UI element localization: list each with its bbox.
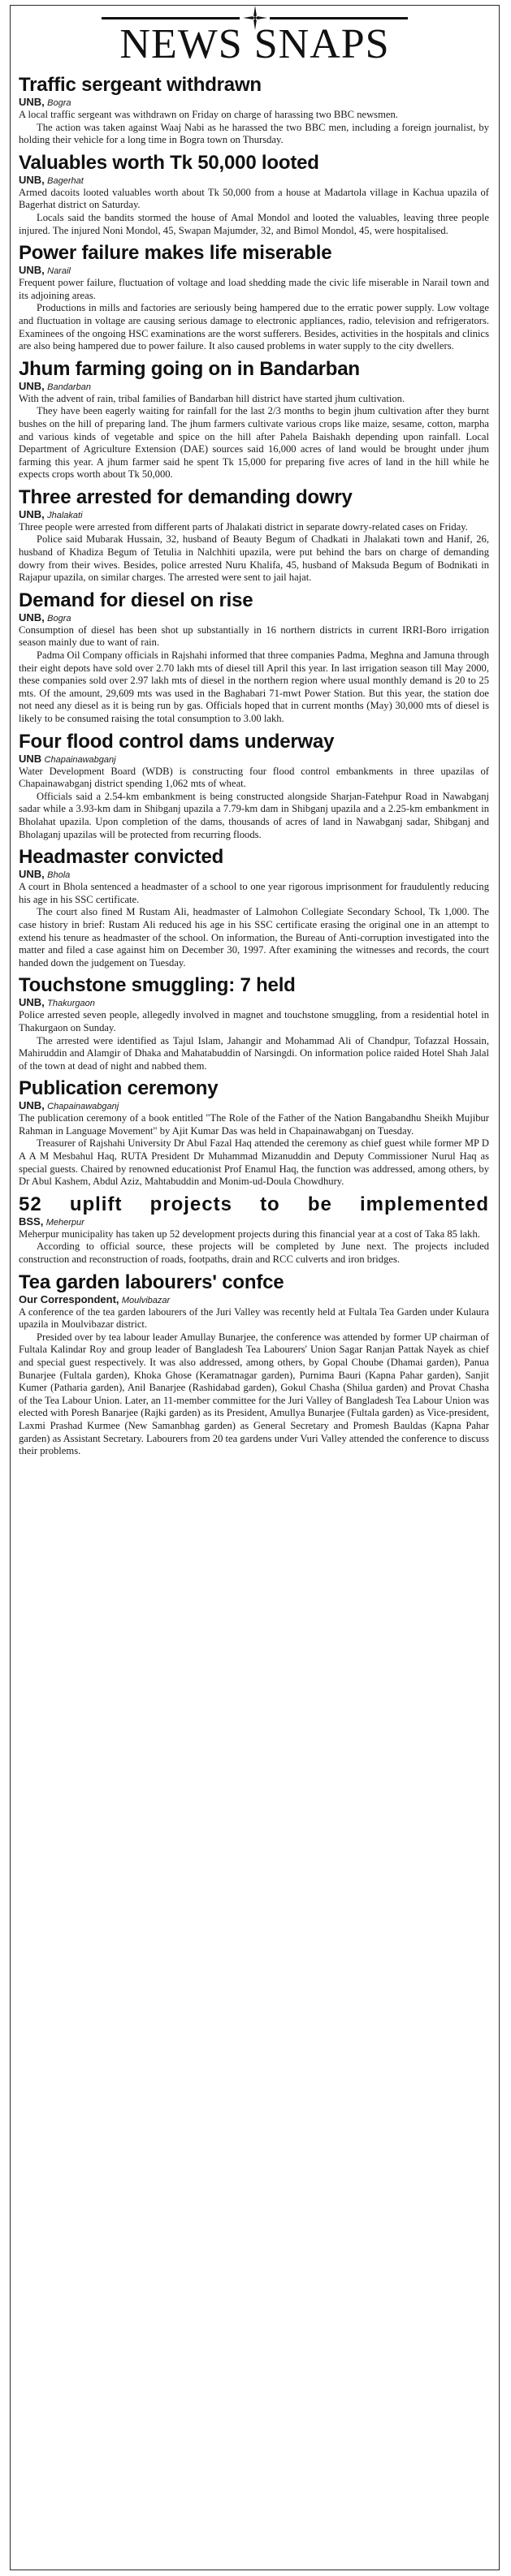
- story-location: Bhola: [47, 870, 71, 881]
- story-paragraph: The arrested were identified as Tajul Islam, Jahangir and Mohammad Ali of Chandpur, Tofazzal Hossain, Mahiruddin and Alamgir of Dhaka and Mahatabuddin of Narsingdi. On information police raided Hotel Shah Jalal of the town at dead of night and nabbed them.: [19, 1034, 489, 1072]
- story-source: UNB,: [19, 264, 45, 277]
- story-dateline: [19, 381, 489, 393]
- story-headline: Headmaster convicted: [19, 846, 224, 869]
- story-location: Narail: [47, 266, 71, 277]
- story-source: UNB,: [19, 173, 45, 186]
- story-location: Chapainawabganj: [47, 1102, 119, 1112]
- story-location: Moulvibazar: [121, 1295, 171, 1305]
- story-source: UNB: [19, 752, 42, 765]
- story-paragraph: Consumption of diesel has been shot up substantially in 16 northern districts in current IRRI-Boro irrigation season mainly due to want of rain.: [19, 624, 489, 649]
- story-paragraph: With the advent of rain, tribal families of Bandarban hill district have started jhum cultivation.: [19, 392, 405, 404]
- masthead: [11, 6, 499, 69]
- story-headline: Traffic sergeant withdrawn: [19, 74, 262, 96]
- story-source: UNB,: [19, 379, 45, 392]
- news-story: [19, 974, 489, 1072]
- news-story: [19, 846, 489, 969]
- story-dateline: [19, 1216, 489, 1228]
- story-paragraph: Police arrested seven people, allegedly involved in magnet and touchstone smuggling, from a residential hotel in Thakurgaon on Sunday.: [19, 1009, 489, 1033]
- story-dateline: [19, 265, 489, 277]
- story-location: Jhalakati: [47, 510, 83, 520]
- story-paragraph: Presided over by tea labour leader Amullay Bunarjee, the conference was attended by former UP chairman of Fultala Kalindar Roy and group leader of Bangladesh Tea Labourers' Union Sagar Ranjan Pattak Nayek as chief and special guest respectively. It was also addressed, among others, by Gopal Choube (Dhamai garden), Panua Bunarjee (Fultala garden), Khoka Ghose (Keramatnagar garden), Purnima Bauri (Kapna Pahar garden), Sanjit Kumer (Patharia garden), Anil Banarjee (Rashidabad garden), Gokul Chasha (Shilua garden) and Provat Chasha of the Tea Labour Union. Later, an 11-member committee for the Juri Valley of Bangladesh Tea Labour Union was elected with Poresh Banarjee (Rajki garden) as its President, Amullya Bunarjee (Fultala garden) as Vice-president, Laxmi Prashad Kurmee (New Samanbhag garden) as General Secretary and Promesh Bauldas (Kapna Pahar garden) as Assistant Secretary. Labourers from 20 tea gardens under Vuri Valley attended the conference to discuss their problems.: [19, 1331, 489, 1457]
- story-dateline: [19, 1294, 489, 1306]
- story-source: Our Correspondent,: [19, 1292, 119, 1305]
- story-dateline: [19, 1100, 489, 1112]
- story-headline: Jhum farming going on in Bandarban: [19, 357, 360, 380]
- story-headline: Four flood control dams underway: [19, 730, 335, 753]
- story-dateline: [19, 175, 489, 187]
- story-location: Bogra: [47, 98, 71, 108]
- story-dateline: [19, 612, 489, 624]
- story-paragraph: Frequent power failure, fluctuation of voltage and load shedding made the civic life miserable in Narail town and its adjoining areas.: [19, 277, 489, 301]
- story-location: Meherpur: [45, 1217, 84, 1228]
- news-story: [19, 1077, 489, 1189]
- story-headline: Valuables worth Tk 50,000 looted: [19, 151, 319, 174]
- story-dateline: [19, 509, 489, 521]
- story-paragraph: The court also fined M Rustam Ali, headmaster of Lalmohon Collegiate Secondary School, Tk 1,000. The case history in brief: Rustam Ali reduced his age in his SSC certificate erasing the original one in an attempt to extend his tenure as headmaster of the school. On information, the Bureau of Anti-corruption investigated into the matter and filed a case against him on December 30, 1997. After examining the witnesses and records, the court handed down the judgement on Tuesday.: [19, 906, 489, 969]
- story-dateline: [19, 997, 489, 1009]
- masthead-title: NEWS SNAPS: [119, 21, 390, 67]
- story-source: UNB,: [19, 996, 45, 1009]
- story-headline: Touchstone smuggling: 7 held: [19, 974, 296, 997]
- story-location: Bandarban: [47, 382, 91, 392]
- story-source: UNB,: [19, 611, 45, 624]
- masthead-rule-left: [102, 17, 240, 19]
- news-story: [19, 242, 489, 353]
- story-source: BSS,: [19, 1215, 44, 1228]
- story-source: UNB,: [19, 868, 45, 881]
- story-source: UNB,: [19, 1099, 45, 1112]
- story-paragraph: Officials said a 2.54-km embankment is being constructed alongside Sharjan-Fatehpur Road in Nawabganj sadar while a 3.93-km dam in Shibganj upazila a 7.79-km dam in Shibganj upazila and a 2.25-km embankment in Bholahat upazila. Upon completion of the dams, thousands of acres of land in Nawabganj sadar, Shibganj and Bholaganj upazilas will be protected from recurring floods.: [19, 790, 489, 840]
- story-paragraph: Locals said the bandits stormed the house of Amal Mondol and looted the valuables, leaving three people injured. The injured Noni Mondol, 45, Swapan Majumder, 32, and Bimol Mondol, 45, were hospitalised.: [19, 211, 489, 236]
- story-paragraph: Padma Oil Company officials in Rajshahi informed that three companies Padma, Meghna and Jamuna through their eight depots have sold over 2.70 lakh mts of diesel till April this year. In last irrigation season till May 2000, these companies sold over 2.97 lakh mts of diesel in the northern region where usual monthly demand is 20 to 25 mts. Of the amount, 29,609 mts was used in the Baghabari 71-mwt Power Station. But this year, the station doe not need any diesel as it is being run by gas. Officials hoped that in current months (May) 30,000 mts of diesel is likely to be consumed raising the total consumption to 3.00 lakh.: [19, 649, 489, 724]
- story-dateline: [19, 753, 489, 766]
- story-paragraph: The action was taken against Waaj Nabi as he harassed the two BBC men, including a foreign journalist, by holding their vehicle for a long time in Bogra town on Thursday.: [19, 121, 489, 146]
- news-story: [19, 1271, 489, 1458]
- story-source: UNB,: [19, 507, 45, 520]
- news-story: [19, 589, 489, 726]
- story-location: Bagerhat: [47, 175, 84, 186]
- story-paragraph: According to official source, these projects will be completed by June next. The projects included construction and reconstruction of roads, footpaths, drain and RCC culverts and iron bridges.: [19, 1241, 489, 1266]
- masthead-rule-right: [270, 17, 408, 19]
- news-story: [19, 74, 489, 147]
- story-paragraph: Armed dacoits looted valuables worth about Tk 50,000 from a house at Madartola village in Kachua upazila of Bagerhat district on Saturday.: [19, 186, 489, 211]
- story-headline: Tea garden labourers' confce: [19, 1271, 284, 1293]
- story-paragraph: Meherpur municipality has taken up 52 development projects during this financial year at a cost of Taka 85 lakh.: [19, 1228, 480, 1240]
- story-paragraph: Three people were arrested from different parts of Jhalakati district in separate dowry-related cases on Friday.: [19, 520, 468, 533]
- news-story: [19, 1193, 489, 1266]
- story-paragraph: Water Development Board (WDB) is constructing four flood control embankments in three upazilas of Chapainawabganj district spending 1,062 mts of wheat.: [19, 765, 489, 790]
- story-paragraph: Treasurer of Rajshahi University Dr Abul Fazal Haq attended the ceremony as chief guest while former MP D A A M Mesbahul Haq, RUTA President Dr Muhammad Mizanuddin and Deputy Commissioner Nurul Haq as special guests. Chaired by renowned educationist Prof Enamul Haq, the function was addressed, among others, by Dr Abul Kashem, Abdul Aziz, Mahtabuddin and Monim-ud-Doula Chowdhury.: [19, 1137, 489, 1188]
- story-headline: 52 uplift projects to be implemented: [19, 1193, 489, 1215]
- story-dateline: [19, 869, 489, 881]
- story-paragraph: A court in Bhola sentenced a headmaster of a school to one year rigorous imprisonment for fraudulently reducing his age in his SSC certificate.: [19, 881, 489, 905]
- story-paragraph: Police said Mubarak Hussain, 32, husband of Beauty Begum of Chadkati in Jhalakati town and Hanif, 26, husband of Khadiza Begum of Tetulia in Nalchhiti upazila, were put behind the bars on charge of demanding dowry from their wives. Besides, police arrested Nuru Khalifa, 45, husband of Maksuda Begum of Bodnikati in Rajapur upazila, on similar charges. The arrested were sent to jail hajat.: [19, 533, 489, 584]
- stories-column: [11, 74, 499, 1458]
- news-story: [19, 358, 489, 481]
- story-headline: Power failure makes life miserable: [19, 242, 332, 265]
- news-story: [19, 731, 489, 842]
- story-paragraph: Productions in mills and factories are seriously being hampered due to the erratic power supply. Low voltage and fluctuation in voltage are causing serious damage to electronic appliances, radio, television and refrigerators. Examinees of the ongoing HSC examinations are the worst sufferers. Besides, activities in the hospitals and clinics are also being hampered due to power failure. It also caused problems in water supply to the city dwellers.: [19, 302, 489, 352]
- news-story: [19, 486, 489, 585]
- story-location: Thakurgaon: [47, 999, 95, 1009]
- news-snaps-page: [10, 5, 500, 2570]
- story-headline: Demand for diesel on rise: [19, 589, 253, 611]
- story-paragraph: The publication ceremony of a book entitled "The Role of the Father of the Nation Bangabandhu Sheikh Mujibur Rahman in Language Movement" by Ajit Kumar Das was held in Chapainawabganj on Tuesday.: [19, 1112, 489, 1137]
- story-headline: Three arrested for demanding dowry: [19, 485, 353, 508]
- story-dateline: [19, 97, 489, 109]
- story-headline: Publication ceremony: [19, 1077, 219, 1100]
- story-paragraph: A local traffic sergeant was withdrawn on Friday on charge of harassing two BBC newsmen.: [19, 109, 398, 120]
- story-paragraph: A conference of the tea garden labourers of the Juri Valley was recently held at Fultala Tea Garden under Kulaura upazila in Moulvibazar district.: [19, 1305, 489, 1331]
- story-paragraph: They have been eagerly waiting for rainfall for the last 2/3 months to begin jhum cultivation after they burnt bushes on the hill of preparing land. The jhum farmers cultivate various crops like maize, sesame, cotton, marpha and various kinds of vegetable and spice on the hill after Pahela Baishakh depending upon rainfall. Local Department of Agriculture Extension (DAE) sources said 16,000 acres of land would be brought under jhum farming this year. A jhum farmer said he spent Tk 15,000 for preparing five acres of land in the hill while he expects crops worth about Tk 50,000.: [19, 405, 489, 481]
- news-story: [19, 152, 489, 237]
- story-source: UNB,: [19, 96, 45, 108]
- story-location: Chapainawabganj: [44, 754, 116, 765]
- story-location: Bogra: [47, 613, 71, 624]
